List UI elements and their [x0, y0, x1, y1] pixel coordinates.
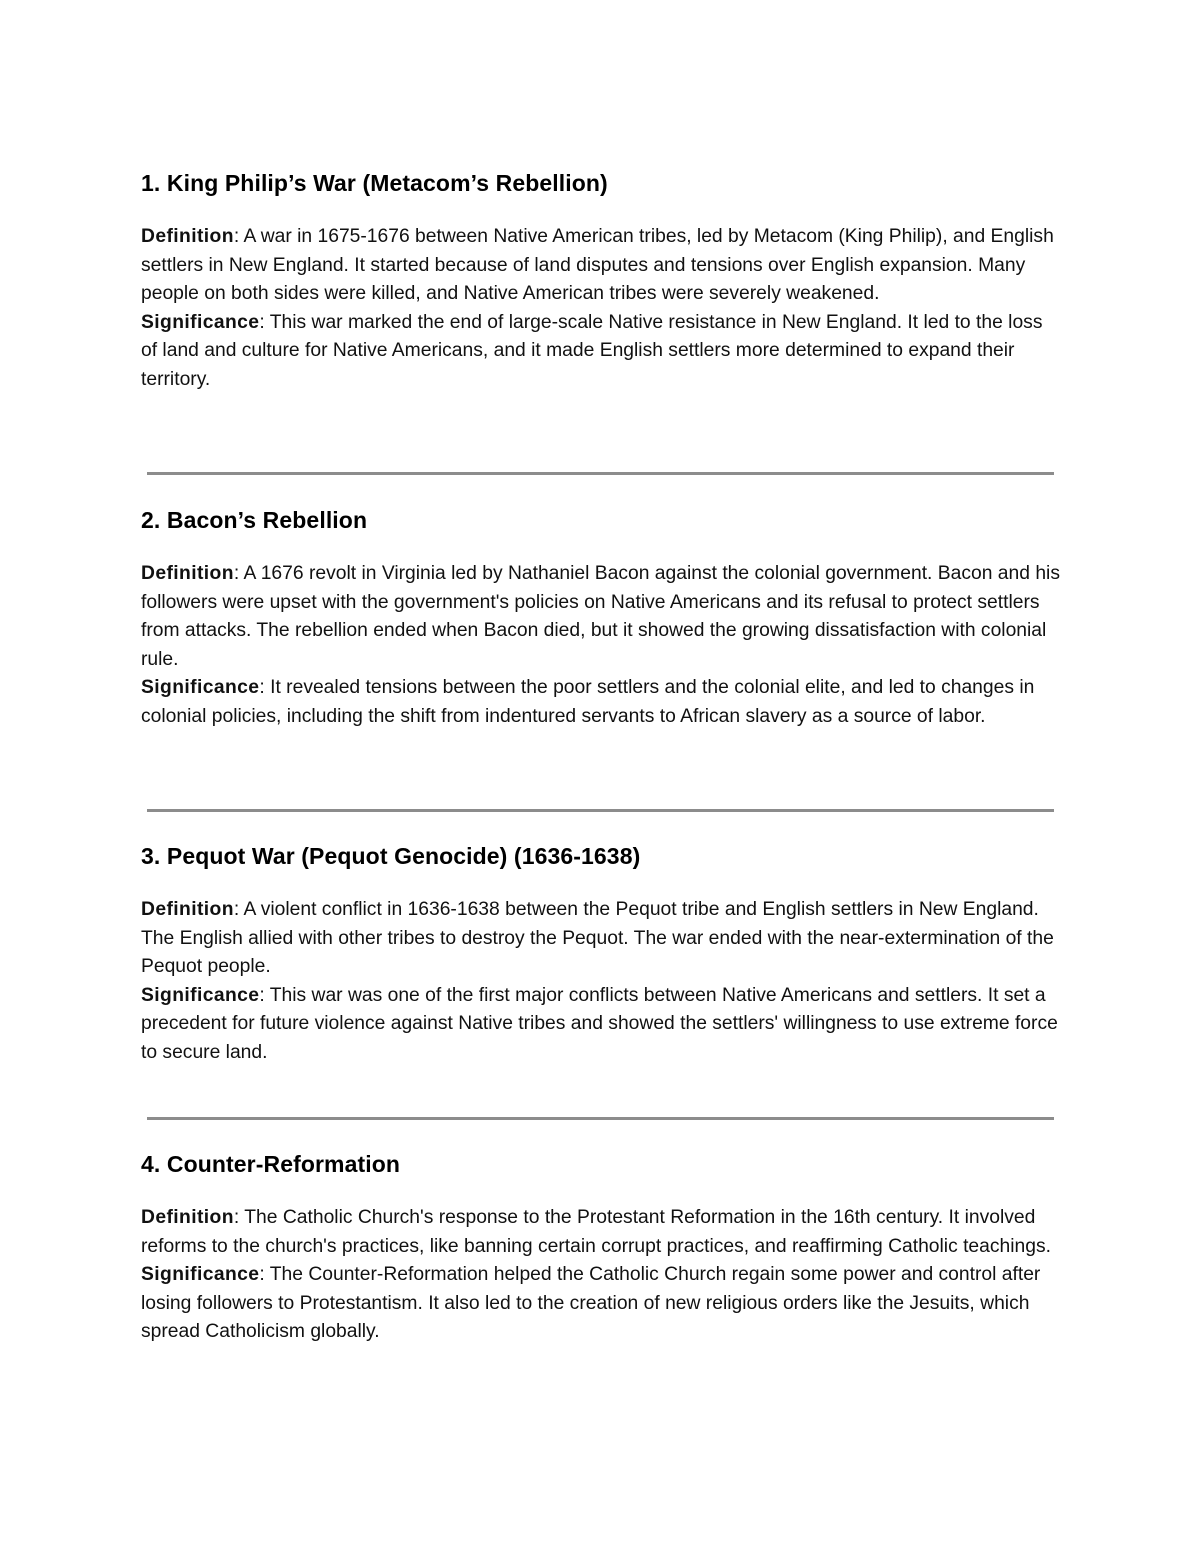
definition-label: Definition: [141, 899, 234, 920]
section-counter-reformation: [141, 1150, 1061, 1347]
section-divider: [147, 809, 1054, 812]
significance-label: Significance: [141, 677, 260, 698]
section-heading: 2. Bacon’s Rebellion: [141, 507, 368, 533]
section-body: [141, 223, 1061, 394]
significance-text: : It revealed tensions between the poor settlers and the colonial elite, and led to changes in colonial policies, including the shift from indentured servants to African slavery as a source of labor.: [141, 677, 1035, 727]
definition-label: Definition: [141, 1207, 234, 1228]
definition-paragraph: [141, 223, 1061, 309]
definition-paragraph: [141, 896, 1061, 982]
significance-label: Significance: [141, 1264, 260, 1285]
definition-paragraph: [141, 1204, 1061, 1261]
significance-paragraph: [141, 1261, 1061, 1347]
significance-label: Significance: [141, 311, 260, 333]
definition-label: Definition: [141, 563, 234, 584]
section-divider: [147, 1117, 1054, 1120]
section-body: [141, 1204, 1061, 1347]
section-bacons-rebellion: [141, 506, 1061, 731]
significance-text: : The Counter-Reformation helped the Catholic Church regain some power and control after losing followers to Protestantism. It also led to the creation of new religious orders like the Jesuits, which spread Catholicism globally.: [141, 1264, 1041, 1342]
section-heading: 1. King Philip’s War (Metacom’s Rebellion): [141, 170, 608, 196]
definition-text: : The Catholic Church's response to the Protestant Reformation in the 16th century. It involved reforms to the church's practices, like banning certain corrupt practices, and reaffirming Catholic teachings.: [141, 1207, 1051, 1257]
significance-paragraph: [141, 309, 1061, 395]
significance-text: : This war marked the end of large-scale Native resistance in New England. It led to the loss of land and culture for Native Americans, and it made English settlers more determined to expand their territory.: [141, 311, 1043, 390]
definition-label: Definition: [141, 226, 234, 247]
section-body: [141, 560, 1061, 731]
section-divider: [147, 472, 1054, 475]
significance-label: Significance: [141, 984, 260, 1006]
significance-paragraph: [141, 982, 1061, 1068]
definition-text: : A 1676 revolt in Virginia led by Nathaniel Bacon against the colonial government. Bacon and his followers were upset with the government's policies on Native Americans and its refusal to protect settlers from attacks. The rebellion ended when Bacon died, but it showed the growing dissatisfaction with colonial rule.: [141, 563, 1060, 670]
definition-text: : A violent conflict in 1636-1638 between the Pequot tribe and English settlers in New England. The English allied with other tribes to destroy the Pequot. The war ended with the near-extermination of the Pequot people.: [141, 899, 1054, 977]
significance-text: : This war was one of the first major conflicts between Native Americans and settlers. It set a precedent for future violence against Native tribes and showed the settlers' willingness to use extreme force to secure land.: [141, 984, 1058, 1063]
section-pequot-war: [141, 842, 1061, 1067]
section-king-philips-war: [141, 169, 1061, 394]
definition-paragraph: [141, 560, 1061, 674]
definition-text: : A war in 1675-1676 between Native American tribes, led by Metacom (King Philip), and English settlers in New England. It started because of land disputes and tensions over English expansion. Many people on both sides were killed, and Native American tribes were severely weakened.: [141, 226, 1054, 304]
section-body: [141, 896, 1061, 1067]
section-heading: 4. Counter-Reformation: [141, 1151, 401, 1177]
significance-paragraph: [141, 674, 1061, 731]
section-heading: 3. Pequot War (Pequot Genocide) (1636-1638): [141, 843, 641, 869]
